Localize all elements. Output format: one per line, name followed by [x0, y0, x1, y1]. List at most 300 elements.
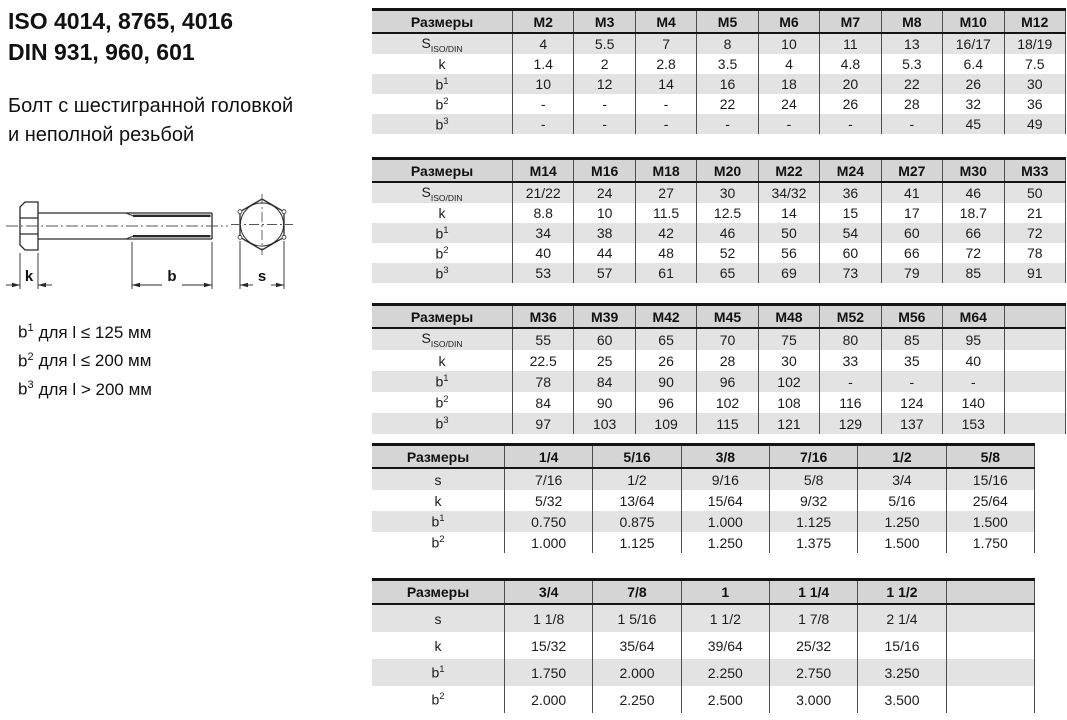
left-panel — [0, 0, 372, 720]
row-label: $S_{ISO/DIN}$ — [421, 34, 463, 54]
value-cell: 102 — [697, 392, 758, 413]
value-cell: 1.500 — [946, 511, 1034, 532]
value-cell: 15/32 — [505, 632, 593, 659]
table-row — [372, 94, 1066, 114]
value-cell: 30 — [1004, 74, 1066, 94]
size-column-header: M5 — [697, 10, 758, 34]
value-cell: 14 — [635, 74, 696, 94]
value-cell: 116 — [820, 392, 881, 413]
dim-label-s: s — [257, 268, 267, 285]
size-column-header — [946, 580, 1034, 605]
value-cell: 5/8 — [769, 468, 857, 490]
table-row — [372, 223, 1066, 243]
table-row — [372, 263, 1066, 283]
size-column-header: M39 — [574, 305, 635, 329]
row-label: $b^2$ — [431, 534, 445, 551]
value-cell: 84 — [574, 371, 635, 392]
value-cell: 1.125 — [769, 511, 857, 532]
size-column-header: M56 — [881, 305, 942, 329]
document-title — [8, 6, 233, 68]
value-cell: 57 — [574, 263, 635, 283]
value-cell: 2 — [574, 54, 635, 74]
value-cell: - — [574, 94, 635, 114]
value-cell: 34/32 — [758, 182, 819, 203]
subtitle-line-2: и неполной резьбой — [8, 124, 195, 146]
value-cell: 1.750 — [946, 532, 1034, 553]
value-cell: 49 — [1004, 114, 1066, 134]
table-row — [372, 511, 1035, 532]
size-column-header: 7/16 — [769, 445, 857, 469]
value-cell: 2.8 — [635, 54, 696, 74]
row-label: $b^2$ — [435, 394, 449, 411]
sizes-header-label: Размеры — [372, 305, 513, 329]
value-cell: 38 — [574, 223, 635, 243]
value-cell — [1004, 350, 1066, 371]
value-cell: 1/2 — [593, 468, 681, 490]
row-label: s — [434, 471, 442, 488]
sizes-header-label: Размеры — [372, 445, 505, 469]
value-cell: 39/64 — [681, 632, 769, 659]
row-label: $b^2$ — [435, 244, 449, 262]
table-row — [372, 632, 1035, 659]
size-column-header: 5/8 — [946, 445, 1034, 469]
table-2-wrap — [372, 157, 1066, 283]
table-row — [372, 33, 1066, 54]
value-cell: 24 — [758, 94, 819, 114]
table-row — [372, 659, 1035, 686]
size-column-header: M4 — [635, 10, 696, 34]
size-column-header: 7/8 — [593, 580, 681, 605]
value-cell: 1.500 — [858, 532, 946, 553]
header-row — [372, 159, 1066, 183]
size-column-header: M12 — [1004, 10, 1066, 34]
value-cell: 103 — [574, 413, 635, 434]
header-row — [372, 10, 1066, 34]
value-cell: 121 — [758, 413, 819, 434]
table-row — [372, 686, 1035, 713]
size-column-header: M48 — [758, 305, 819, 329]
table-row — [372, 203, 1066, 223]
row-label: $S_{ISO/DIN}$ — [421, 183, 463, 203]
value-cell: 36 — [1004, 94, 1066, 114]
row-label: $b^1$ — [435, 373, 449, 390]
value-cell: 15/16 — [858, 632, 946, 659]
value-cell: 21/22 — [513, 182, 574, 203]
value-cell: 66 — [881, 243, 942, 263]
sizes-header-label: Размеры — [372, 580, 505, 605]
value-cell: 17 — [881, 203, 942, 223]
value-cell: 109 — [635, 413, 696, 434]
value-cell: 10 — [513, 74, 574, 94]
value-cell — [1004, 413, 1066, 434]
table-row — [372, 604, 1035, 632]
dimension-table-3 — [372, 303, 1066, 434]
value-cell: - — [513, 94, 574, 114]
value-cell: 14 — [758, 203, 819, 223]
value-cell: 129 — [820, 413, 881, 434]
size-column-header: M33 — [1004, 159, 1066, 183]
value-cell: 65 — [697, 263, 758, 283]
value-cell: 0.750 — [505, 511, 593, 532]
value-cell: 91 — [1004, 263, 1066, 283]
value-cell: 10 — [758, 33, 819, 54]
value-cell: - — [574, 114, 635, 134]
value-cell: 40 — [943, 350, 1004, 371]
value-cell: 11 — [820, 33, 881, 54]
row-label: $b^1$ — [435, 75, 449, 93]
size-column-header: 5/16 — [593, 445, 681, 469]
row-label: $b^2$ — [431, 691, 445, 708]
value-cell: 20 — [820, 74, 881, 94]
table-row — [372, 74, 1066, 94]
note-b2: $b^2$ для l ≤ 200 мм — [18, 350, 152, 371]
dim-label-b: b — [167, 268, 177, 285]
value-cell: 140 — [943, 392, 1004, 413]
value-cell: 3.000 — [769, 686, 857, 713]
value-cell: 34 — [513, 223, 574, 243]
value-cell: 24 — [574, 182, 635, 203]
value-cell: 69 — [758, 263, 819, 283]
value-cell: - — [943, 371, 1004, 392]
value-cell: 137 — [881, 413, 942, 434]
table-row — [372, 350, 1066, 371]
value-cell: 15/16 — [946, 468, 1034, 490]
value-cell: 55 — [513, 328, 574, 350]
row-label: $b^1$ — [435, 224, 449, 242]
value-cell: - — [881, 114, 942, 134]
value-cell: 32 — [943, 94, 1004, 114]
value-cell: 72 — [1004, 223, 1066, 243]
document-subtitle — [8, 92, 293, 150]
row-label: s — [434, 610, 442, 627]
value-cell: 5/32 — [505, 490, 593, 511]
value-cell: 60 — [820, 243, 881, 263]
value-cell: 2.500 — [681, 686, 769, 713]
value-cell: 25/32 — [769, 632, 857, 659]
value-cell: 13 — [881, 33, 942, 54]
table-row — [372, 54, 1066, 74]
value-cell: 1.250 — [681, 532, 769, 553]
note-b3: $b^3$ для l > 200 мм — [18, 379, 152, 399]
row-label: k — [434, 637, 442, 654]
value-cell: 22 — [697, 94, 758, 114]
value-cell: 96 — [697, 371, 758, 392]
value-cell: 60 — [881, 223, 942, 243]
value-cell: 115 — [697, 413, 758, 434]
note-b1: $b^1$ для l ≤ 125 мм — [18, 322, 152, 342]
value-cell: 85 — [943, 263, 1004, 283]
tables-area — [372, 0, 1067, 720]
value-cell: 2.750 — [769, 659, 857, 686]
table-row — [372, 490, 1035, 511]
value-cell: 8.8 — [513, 203, 574, 223]
size-column-header: 1/4 — [505, 445, 593, 469]
size-column-header: M10 — [943, 10, 1004, 34]
table-row — [372, 243, 1066, 263]
value-cell: 16 — [697, 74, 758, 94]
dim-label-k: k — [24, 268, 34, 285]
table-4-wrap — [372, 443, 1035, 553]
value-cell: 79 — [881, 263, 942, 283]
value-cell: 41 — [881, 182, 942, 203]
table-row — [372, 328, 1066, 350]
value-cell: 1 1/8 — [505, 604, 593, 632]
table-row — [372, 114, 1066, 134]
value-cell: 3.500 — [858, 686, 946, 713]
value-cell: 35/64 — [593, 632, 681, 659]
value-cell: - — [881, 371, 942, 392]
title-iso: ISO 4014, 8765, 4016 — [8, 8, 234, 34]
row-label: $b^1$ — [431, 664, 445, 681]
value-cell: 1.750 — [505, 659, 593, 686]
value-cell: 5.3 — [881, 54, 942, 74]
row-label: $b^3$ — [435, 115, 449, 133]
value-cell: 28 — [881, 94, 942, 114]
row-label: $b^3$ — [435, 415, 449, 432]
value-cell: 78 — [1004, 243, 1066, 263]
value-cell: 40 — [513, 243, 574, 263]
value-cell: 18/19 — [1004, 33, 1066, 54]
value-cell: 2.000 — [593, 659, 681, 686]
value-cell: 72 — [943, 243, 1004, 263]
value-cell: 2.000 — [505, 686, 593, 713]
value-cell: 52 — [697, 243, 758, 263]
value-cell: 13/64 — [593, 490, 681, 511]
size-column-header: M14 — [513, 159, 574, 183]
subtitle-line-1: Болт с шестигранной головкой — [8, 95, 294, 117]
value-cell: 3.5 — [697, 54, 758, 74]
value-cell: 42 — [635, 223, 696, 243]
size-column-header: M6 — [758, 10, 819, 34]
value-cell: 4 — [513, 33, 574, 54]
dimension-table-2 — [372, 157, 1066, 283]
table-row — [372, 413, 1066, 434]
size-column-header: M22 — [758, 159, 819, 183]
size-column-header: M16 — [574, 159, 635, 183]
size-column-header — [1004, 305, 1066, 329]
value-cell: 80 — [820, 328, 881, 350]
value-cell: 0.875 — [593, 511, 681, 532]
value-cell: 95 — [943, 328, 1004, 350]
value-cell: - — [635, 94, 696, 114]
value-cell: 50 — [758, 223, 819, 243]
table-3-wrap — [372, 303, 1066, 434]
value-cell: 44 — [574, 243, 635, 263]
value-cell: 5/16 — [858, 490, 946, 511]
value-cell: 4 — [758, 54, 819, 74]
row-label: k — [434, 492, 442, 509]
value-cell: - — [758, 114, 819, 134]
value-cell: 15/64 — [681, 490, 769, 511]
value-cell — [1004, 392, 1066, 413]
value-cell: 45 — [943, 114, 1004, 134]
header-row — [372, 445, 1035, 469]
value-cell: 153 — [943, 413, 1004, 434]
dimension-table-4 — [372, 443, 1035, 553]
value-cell: 26 — [820, 94, 881, 114]
value-cell: 7 — [635, 33, 696, 54]
value-cell: 30 — [758, 350, 819, 371]
table-row — [372, 371, 1066, 392]
value-cell: 10 — [574, 203, 635, 223]
value-cell: 2.250 — [593, 686, 681, 713]
size-column-header: M27 — [881, 159, 942, 183]
value-cell: 65 — [635, 328, 696, 350]
value-cell: 1.000 — [505, 532, 593, 553]
value-cell: 22.5 — [513, 350, 574, 371]
value-cell: 28 — [697, 350, 758, 371]
value-cell: 15 — [820, 203, 881, 223]
value-cell: 61 — [635, 263, 696, 283]
value-cell: 1.000 — [681, 511, 769, 532]
value-cell: - — [697, 114, 758, 134]
value-cell: 78 — [513, 371, 574, 392]
value-cell: 12.5 — [697, 203, 758, 223]
row-label: $b^2$ — [435, 95, 449, 113]
size-column-header: M36 — [513, 305, 574, 329]
value-cell: 4.8 — [820, 54, 881, 74]
size-column-header: M7 — [820, 10, 881, 34]
header-row — [372, 305, 1066, 329]
value-cell: 25 — [574, 350, 635, 371]
size-column-header: M45 — [697, 305, 758, 329]
footnotes — [18, 316, 152, 402]
value-cell: 3/4 — [858, 468, 946, 490]
value-cell — [946, 604, 1034, 632]
value-cell: 18 — [758, 74, 819, 94]
value-cell — [1004, 371, 1066, 392]
value-cell: 1 1/2 — [681, 604, 769, 632]
value-cell: 5.5 — [574, 33, 635, 54]
value-cell — [946, 686, 1034, 713]
value-cell: 16/17 — [943, 33, 1004, 54]
value-cell: 26 — [943, 74, 1004, 94]
size-column-header: 1 1/4 — [769, 580, 857, 605]
value-cell: 56 — [758, 243, 819, 263]
sizes-header-label: Размеры — [372, 10, 513, 34]
value-cell: 46 — [943, 182, 1004, 203]
size-column-header: 1 — [681, 580, 769, 605]
dimension-table-1 — [372, 8, 1066, 134]
row-label: $b^3$ — [435, 264, 449, 282]
size-column-header: M64 — [943, 305, 1004, 329]
value-cell: - — [820, 371, 881, 392]
value-cell: 90 — [635, 371, 696, 392]
row-label: $b^1$ — [431, 513, 445, 530]
value-cell: 46 — [697, 223, 758, 243]
value-cell: 85 — [881, 328, 942, 350]
value-cell: 84 — [513, 392, 574, 413]
value-cell: 2 1/4 — [858, 604, 946, 632]
value-cell: 7.5 — [1004, 54, 1066, 74]
value-cell: 30 — [697, 182, 758, 203]
dimension-table-5 — [372, 578, 1035, 713]
value-cell: 90 — [574, 392, 635, 413]
value-cell: 22 — [881, 74, 942, 94]
value-cell: - — [513, 114, 574, 134]
value-cell: 8 — [697, 33, 758, 54]
value-cell: 75 — [758, 328, 819, 350]
value-cell: 50 — [1004, 182, 1066, 203]
value-cell: 9/32 — [769, 490, 857, 511]
value-cell: 27 — [635, 182, 696, 203]
value-cell: 3.250 — [858, 659, 946, 686]
value-cell: 73 — [820, 263, 881, 283]
value-cell — [946, 659, 1034, 686]
row-label: k — [438, 56, 446, 72]
value-cell: 12 — [574, 74, 635, 94]
row-label: $S_{ISO/DIN}$ — [421, 330, 463, 349]
value-cell: 7/16 — [505, 468, 593, 490]
size-column-header: 3/8 — [681, 445, 769, 469]
size-column-header: M30 — [943, 159, 1004, 183]
row-label: k — [438, 205, 446, 221]
size-column-header: M42 — [635, 305, 696, 329]
size-column-header: 1 1/2 — [858, 580, 946, 605]
value-cell — [1004, 328, 1066, 350]
value-cell: 48 — [635, 243, 696, 263]
value-cell: 97 — [513, 413, 574, 434]
value-cell: 9/16 — [681, 468, 769, 490]
table-5-wrap — [372, 578, 1035, 713]
size-column-header: M2 — [513, 10, 574, 34]
size-column-header: 3/4 — [505, 580, 593, 605]
size-column-header: M18 — [635, 159, 696, 183]
value-cell: 21 — [1004, 203, 1066, 223]
size-column-header: M52 — [820, 305, 881, 329]
size-column-header: M24 — [820, 159, 881, 183]
value-cell: 1.250 — [858, 511, 946, 532]
value-cell: 60 — [574, 328, 635, 350]
value-cell: 26 — [635, 350, 696, 371]
value-cell: 33 — [820, 350, 881, 371]
value-cell: 18.7 — [943, 203, 1004, 223]
value-cell: 1 5/16 — [593, 604, 681, 632]
title-din: DIN 931, 960, 601 — [8, 39, 195, 65]
value-cell: 1.4 — [513, 54, 574, 74]
value-cell: 1.375 — [769, 532, 857, 553]
value-cell: 108 — [758, 392, 819, 413]
value-cell: 36 — [820, 182, 881, 203]
value-cell: 1 7/8 — [769, 604, 857, 632]
value-cell: 6.4 — [943, 54, 1004, 74]
table-row — [372, 532, 1035, 553]
value-cell: 102 — [758, 371, 819, 392]
value-cell: 66 — [943, 223, 1004, 243]
table-row — [372, 392, 1066, 413]
value-cell: 11.5 — [635, 203, 696, 223]
value-cell: - — [820, 114, 881, 134]
value-cell: 35 — [881, 350, 942, 371]
table-1-wrap — [372, 8, 1066, 134]
size-column-header: M8 — [881, 10, 942, 34]
value-cell: 54 — [820, 223, 881, 243]
row-label: k — [438, 352, 446, 369]
table-row — [372, 468, 1035, 490]
value-cell: 124 — [881, 392, 942, 413]
value-cell — [946, 632, 1034, 659]
size-column-header: M20 — [697, 159, 758, 183]
header-row — [372, 580, 1035, 605]
size-column-header: M3 — [574, 10, 635, 34]
table-row — [372, 182, 1066, 203]
bolt-drawing — [0, 185, 320, 310]
value-cell: 2.250 — [681, 659, 769, 686]
value-cell: 1.125 — [593, 532, 681, 553]
value-cell: 25/64 — [946, 490, 1034, 511]
value-cell: 53 — [513, 263, 574, 283]
value-cell: 70 — [697, 328, 758, 350]
